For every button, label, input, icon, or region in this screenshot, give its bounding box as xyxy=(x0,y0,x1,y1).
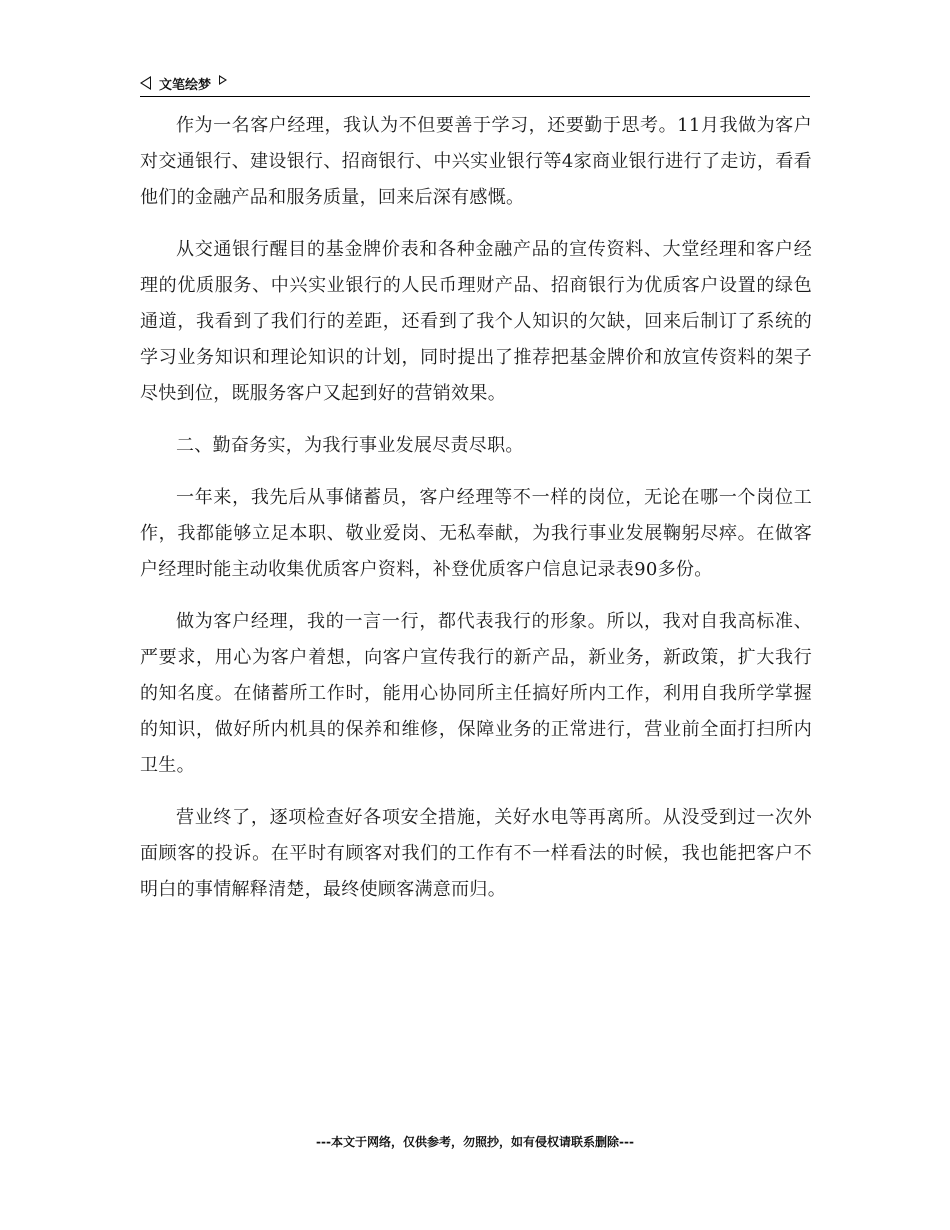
header-title: 文笔绘梦 xyxy=(159,77,212,93)
footer-notice: ---本文于网络，仅供参考，勿照抄，如有侵权请联系删除--- xyxy=(316,1135,634,1149)
paragraph-2: 从交通银行醒目的基金牌价表和各种金融产品的宣传资料、大堂经理和客户经理的优质服务、中兴实业银行的人民币理财产品、招商银行为优质客户设置的绿色通道，我看到了我们行的差距，还看到了我个人知识的欠缺，回来后制订了系统的学习业务知识和理论知识的计划，同时提出了推荐把基金牌价和放宣传资料的架子尽快到位，既服务客户又起到好的营销效果。 xyxy=(140,239,812,404)
paragraph-3: 二、勤奋务实，为我行事业发展尽责尽职。 xyxy=(176,435,524,456)
page-header xyxy=(140,70,810,97)
paragraph-6: 营业终了，逐项检查好各项安全措施，关好水电等再离所。从没受到过一次外面顾客的投诉。在平时有顾客对我们的工作有不一样看法的时候，我也能把客户不明白的事情解释清楚，最终使顾客满意而归。 xyxy=(140,807,812,900)
paragraph-1: 作为一名客户经理，我认为不但要善于学习，还要勤于思考。11月我做为客户对交通银行、建设银行、招商银行、中兴实业银行等4家商业银行进行了走访，看看他们的金融产品和服务质量，回来后深有感慨。 xyxy=(140,115,812,208)
triangle-left-icon xyxy=(140,76,151,90)
paragraph-5: 做为客户经理，我的一言一行，都代表我行的形象。所以，我对自我高标准、严要求，用心为客户着想，向客户宣传我行的新产品，新业务，新政策，扩大我行的知名度。在储蓄所工作时，能用心协同所主任搞好所内工作，利用自我所学掌握的知识，做好所内机具的保养和维修，保障业务的正常进行，营业前全面打扫所内卫生。 xyxy=(140,611,812,776)
document-body xyxy=(140,108,812,924)
paragraph-4: 一年来，我先后从事储蓄员，客户经理等不一样的岗位，无论在哪一个岗位工作，我都能够立足本职、敬业爱岗、无私奉献，为我行事业发展鞠躬尽瘁。在做客户经理时能主动收集优质客户资料，补登优质客户信息记录表90多份。 xyxy=(140,487,812,580)
triangle-right-icon xyxy=(219,75,227,85)
